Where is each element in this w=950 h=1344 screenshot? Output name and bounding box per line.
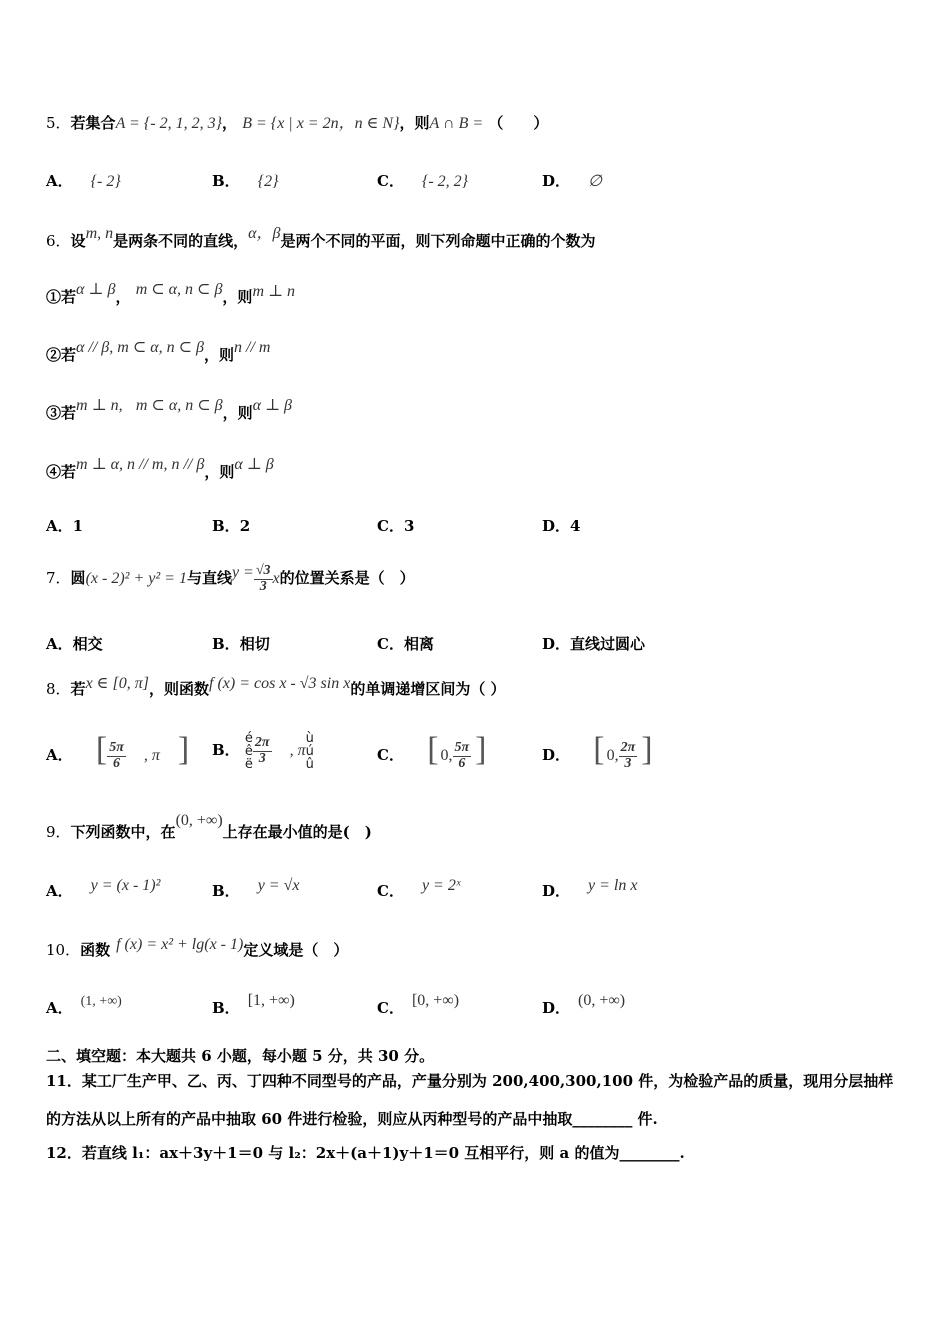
option-b: B．相切: [212, 635, 270, 653]
question-text: ，则: [204, 346, 235, 364]
option-formula: y = √x: [257, 877, 300, 894]
option-formula: (1, +∞): [80, 994, 122, 1009]
question-number: 9．: [46, 823, 71, 841]
lines-formula: m, n: [85, 225, 114, 242]
option-d: D． [ 0, $\frac{2\pi}{3}$ ]: [542, 731, 653, 771]
question-text: 上存在最小值的是( ): [222, 823, 372, 841]
bracket: ]: [177, 731, 190, 768]
option-d: D．直线过圆心: [542, 635, 646, 653]
question-8-options: [46, 726, 906, 782]
question-10-options: [46, 992, 906, 1037]
interval-formula: (0, +∞): [175, 812, 223, 829]
punctuation: ，: [115, 288, 131, 306]
option-fraction: $\frac{2\pi}{3}$: [254, 734, 270, 766]
question-text: 设: [70, 232, 86, 250]
option-formula: y = 2ˣ: [421, 877, 461, 894]
option-formula: (0, +∞): [578, 992, 626, 1009]
circle-formula: (x - 2)² + y² = 1: [85, 570, 187, 587]
question-text: 圆: [70, 569, 86, 587]
question-text: 的单调递增区间为（ ）: [350, 680, 506, 698]
conclusion-formula: m ⊥ n: [252, 283, 296, 300]
line-formula-lhs: y =: [231, 564, 254, 581]
proposition-mark: ④若: [46, 463, 77, 481]
domain-formula: x ∈ [0, π]: [85, 675, 149, 692]
option-c: C． {- 2, 2}: [377, 172, 469, 190]
intersection-formula: A ∩ B =: [429, 115, 484, 132]
garbled-bracket-right: ù ú û: [305, 730, 314, 772]
question-9-options: [46, 877, 906, 920]
question-11: 11．某工厂生产甲、乙、丙、丁四种不同型号的产品，产量分别为 200,400,300,100 件，为检验产品的质量，现用分层抽样的方法从以上所有的产品中抽取 60 件进行检验，则应从丙种型号的产品中抽取________ 件.: [46, 1072, 894, 1128]
option-d: D． y = ln x: [542, 877, 638, 900]
option-b: B． {2}: [212, 172, 279, 190]
question-10: [46, 936, 349, 960]
question-text: ，则函数: [148, 680, 209, 698]
option-formula: ∅: [588, 173, 602, 190]
line-slope-fraction: $\frac{√3}{3}$: [255, 562, 271, 594]
question-5: [46, 110, 548, 133]
option-fraction: $\frac{5\pi}{6}$: [109, 739, 124, 771]
set-b-formula: B = {x | x = 2n，n ∈ N}: [242, 115, 400, 132]
option-formula: {- 2, 2}: [421, 173, 469, 190]
proposition-mark: ①若: [46, 288, 77, 306]
option-formula: , π: [143, 747, 160, 764]
answer-blank: （ ）: [488, 114, 549, 132]
question-text: 的位置关系是（ ）: [279, 569, 415, 587]
option-a: A． (1, +∞): [46, 994, 122, 1017]
punctuation: ，: [221, 114, 237, 132]
question-text: 下列函数中，在: [70, 823, 176, 841]
function-formula: f (x) = x² + lg(x - 1): [116, 936, 244, 953]
proposition-4: [46, 456, 274, 482]
option-c: C．3: [377, 517, 415, 535]
option-fraction: $\frac{5\pi}{6}$: [454, 739, 470, 771]
option-text: 直线过圆心: [570, 635, 646, 653]
option-a: A． y = (x - 1)²: [46, 877, 161, 900]
line-formula-var: x: [272, 570, 280, 587]
option-formula: 0,: [440, 747, 453, 764]
option-text: 3: [403, 517, 415, 535]
option-c: C． y = 2ˣ: [377, 877, 461, 900]
option-a: A． [ $\frac{5\pi}{6}$ , π ]: [46, 731, 190, 771]
conclusion-formula: α ⊥ β: [234, 456, 274, 473]
bracket: [: [95, 731, 108, 768]
question-text: 若: [70, 680, 86, 698]
option-d: D． ∅: [542, 172, 602, 190]
option-c: C． [0, +∞): [377, 992, 460, 1017]
option-formula: [1, +∞): [247, 992, 295, 1009]
question-text: 若集合: [70, 114, 116, 132]
question-text: ，则: [399, 114, 430, 132]
option-text: 1: [72, 517, 84, 535]
condition-formula: α ⊥ β: [76, 281, 116, 298]
option-formula: [0, +∞): [411, 992, 460, 1009]
option-formula: 0,: [606, 747, 619, 764]
option-d: D． (0, +∞): [542, 992, 626, 1017]
option-fraction: $\frac{2\pi}{3}$: [620, 739, 636, 771]
option-c: C． [ 0, $\frac{5\pi}{6}$ ]: [377, 731, 487, 771]
bracket: ]: [641, 731, 653, 768]
question-7: [46, 556, 415, 600]
option-formula: , π: [289, 742, 306, 759]
question-text: ，则: [222, 404, 253, 422]
bracket: ]: [475, 731, 487, 768]
conclusion-formula: n // m: [234, 339, 271, 356]
option-b: B． y = √x: [212, 877, 300, 900]
condition-formula: m ⊂ α, n ⊂ β: [135, 281, 223, 298]
option-text: 2: [239, 517, 251, 535]
question-text: 与直线: [186, 569, 232, 587]
garbled-bracket-left: é ê ë: [244, 730, 253, 772]
option-text: 相切: [239, 635, 270, 653]
proposition-mark: ③若: [46, 404, 77, 422]
option-formula: y = ln x: [588, 877, 638, 894]
bracket: [: [427, 731, 439, 768]
planes-formula: α，β: [248, 225, 281, 242]
proposition-2: [46, 339, 271, 365]
option-c: C．相离: [377, 635, 434, 653]
question-text: 是两个不同的平面，则下列命题中正确的个数为: [280, 232, 596, 250]
question-text: 函数: [80, 941, 111, 959]
question-text: ，则: [204, 463, 235, 481]
option-text: 4: [570, 517, 581, 535]
question-number: 10．: [46, 941, 81, 959]
question-number: 6．: [46, 232, 71, 250]
option-formula: {2}: [257, 173, 279, 190]
question-text: 是两条不同的直线，: [113, 232, 249, 250]
option-a: A．相交: [46, 635, 103, 653]
condition-formula: α // β, m ⊂ α, n ⊂ β: [76, 339, 205, 356]
condition-formula: m ⊥ n,: [76, 397, 123, 414]
option-formula: {- 2}: [90, 173, 121, 190]
proposition-3: [46, 397, 293, 423]
proposition-mark: ②若: [46, 346, 77, 364]
option-formula: y = (x - 1)²: [90, 877, 161, 894]
option-a: A．1: [46, 517, 84, 535]
function-formula: f (x) = cos x - √3 sin x: [209, 675, 351, 692]
option-text: 相交: [72, 635, 103, 653]
section-heading: 二、填空题：本大题共 6 小题，每小题 5 分，共 30 分。: [46, 1047, 435, 1065]
option-b: B．2: [212, 517, 251, 535]
question-number: 7．: [46, 569, 71, 587]
proposition-1: [46, 281, 296, 307]
question-text: ，则: [222, 288, 253, 306]
option-text: 相离: [403, 635, 434, 653]
question-6-options: [46, 515, 906, 555]
question-7-options: [46, 633, 906, 673]
condition-formula: m ⊂ α, n ⊂ β: [135, 397, 223, 414]
option-d: D．4: [542, 517, 581, 535]
question-number: 8．: [46, 680, 71, 698]
option-b: B． [1, +∞): [212, 992, 295, 1017]
question-12: 12．若直线 l₁：ax＋3y＋1＝0 与 l₂：2x＋(a＋1)y＋1＝0 互相平行，则 a 的值为________.: [46, 1144, 685, 1162]
option-a: A． {- 2}: [46, 172, 121, 190]
question-9: [46, 812, 372, 842]
question-number: 5．: [46, 114, 71, 132]
bracket: [: [593, 731, 605, 768]
question-8: [46, 675, 506, 699]
question-5-options: [46, 170, 906, 210]
question-6: [46, 225, 596, 251]
set-a-formula: A = {- 2, 1, 2, 3}: [115, 115, 222, 132]
conclusion-formula: α ⊥ β: [252, 397, 293, 414]
question-text: 定义域是（ ）: [243, 941, 349, 959]
option-b: B． é ê ë $\frac{2\pi}{3}$ , π ù ú û: [212, 730, 314, 772]
condition-formula: m ⊥ α, n // m, n // β: [76, 456, 205, 473]
